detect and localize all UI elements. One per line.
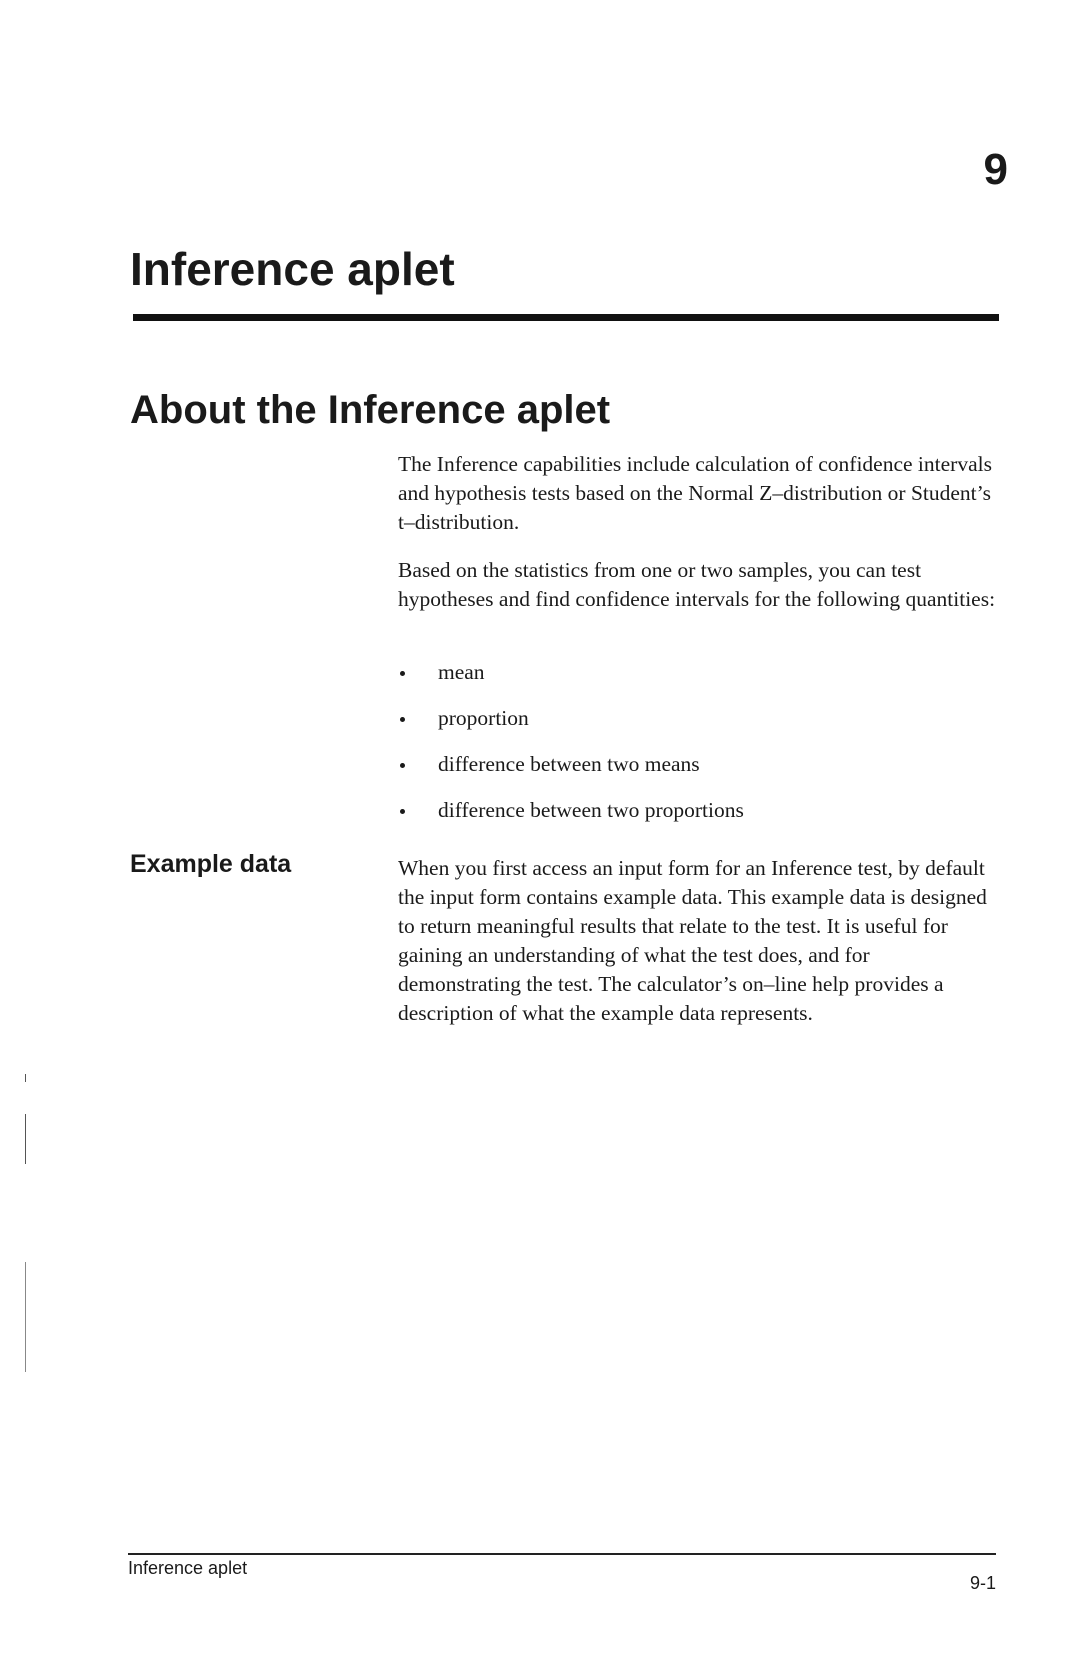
scan-mark [25,1074,26,1082]
example-data-paragraph [398,854,998,1028]
list-item-text: proportion [438,706,529,730]
list-item-text: mean [438,660,485,684]
footer-rule [128,1553,996,1555]
example-data-heading: Example data [130,850,292,878]
title-rule [133,314,999,321]
list-item [398,750,998,779]
list-item-text: difference between two means [438,752,700,776]
footer-chapter-title: Inference aplet [128,1558,248,1578]
bullet-icon [400,717,405,722]
chapter-number: 9 [983,145,1008,194]
list-item [398,658,998,687]
chapter-title: Inference aplet [130,243,455,295]
intro-paragraph [398,450,998,537]
bullet-icon [400,671,405,676]
samples-paragraph-text: Based on the statistics from one or two samples, you can test hypotheses and find confidence intervals for the following quantities: [398,558,996,611]
quantities-list [398,658,998,842]
list-item [398,796,998,825]
list-item [398,704,998,733]
example-data-text: When you first access an input form for an Inference test, by default the input form contains example data. This example data is designed to return meaningful results that relate to the test. It is useful for gaining an understanding of what the test does, and for demonstrating the test. The calculator’s on–line help provides a description of what the example data represents. [398,856,987,1025]
samples-paragraph [398,556,998,614]
page-number: 9-1 [969,1573,996,1593]
list-item-text: difference between two proportions [438,798,744,822]
scan-mark [25,1262,26,1372]
section-heading: About the Inference aplet [130,388,611,432]
intro-paragraph-text: The Inference capabilities include calculation of confidence intervals and hypothesis tests based on the Normal Z–distribution or Student’s t–distribution. [398,452,992,534]
scan-mark [25,1114,26,1164]
bullet-icon [400,763,405,768]
bullet-icon [400,809,405,814]
